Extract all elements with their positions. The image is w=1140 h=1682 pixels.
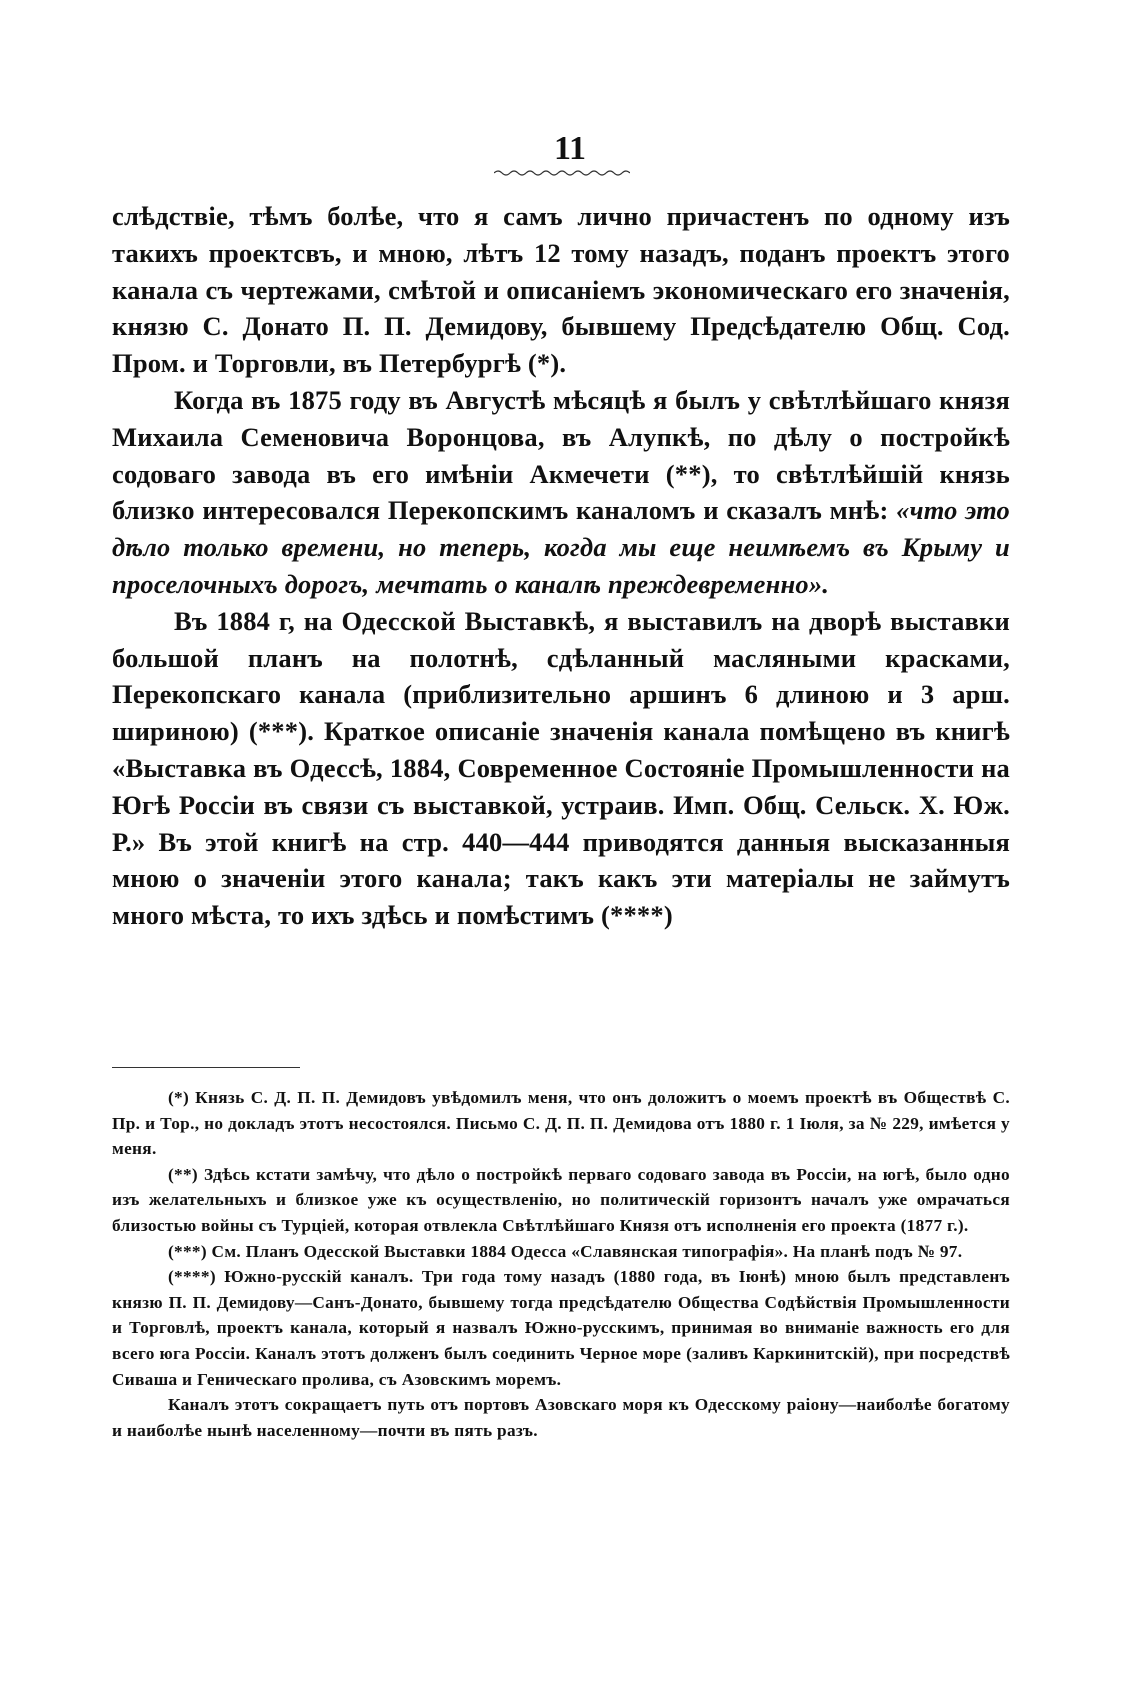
footnote-4: (****) Южно-русскій каналъ. Три года тому назадъ (1880 года, въ Іюнѣ) мною былъ представленъ князю П. П. Демидову—Санъ-Донато, бывшему тогда предсѣдателю Общества Содѣйствія Промышленности и Торговлѣ, проектъ канала, который я назвалъ Южно-русскимъ, принимая во вниманіе важность его для всего юга Россіи. Каналъ этотъ долженъ былъ соединить Черное море (заливъ Каркинитскій), при посредствѣ Сиваша и Геническаго пролива, съ Азовскимъ моремъ. <box>112 1267 1010 1389</box>
footnote-5: Каналъ этотъ сокращаетъ путь отъ портовъ Азовскаго моря къ Одесскому раіону—наиболѣе богатому и наиболѣе нынѣ населенному—почти въ пять разъ. <box>112 1395 1010 1440</box>
footnote-1: (*) Князь С. Д. П. П. Демидовъ увѣдомилъ меня, что онъ доложитъ о моемъ проектѣ въ Обществѣ С. Пр. и Тор., но докладъ этотъ несостоялся. Письмо С. Д. П. П. Демидова отъ 1880 г. 1 Іюля, за № 229, имѣется у меня. <box>112 1088 1010 1159</box>
paragraph-2 <box>112 382 1010 603</box>
page-number: 11 <box>553 130 587 167</box>
paragraph-3: Въ 1884 г, на Одесской Выставкѣ, я выставилъ на дворѣ выставки большой планъ на полотнѣ, сдѣланный масляными красками, Перекопскаго канала (приблизительно аршинъ 6 длиною и 3 арш. шириною) (***). Краткое описаніе значенія канала помѣщено въ книгѣ «Выставка въ Одессѣ, 1884, Современное Состояніе Промышленности на Югѣ Россіи въ связи съ выставкой, устраив. Имп. Общ. Сельск. Х. Юж. Р.» Въ этой книгѣ на стр. 440—444 приводятся данныя высказанныя мною о значеніи этого канала; такъ какъ эти матеріалы не займутъ много мѣста, то ихъ здѣсь и помѣстимъ (****) <box>112 605 1010 931</box>
footnotes <box>112 1085 1010 1443</box>
main-text <box>112 198 1010 934</box>
footnote-2: (**) Здѣсь кстати замѣчу, что дѣло о постройкѣ перваго содоваго завода въ Россіи, на югѣ, было одно изъ желательныхъ и близкое уже къ осуществленію, но политическій горизонтъ началъ уже омрачаться близостью войны съ Турціей, которая отвлекла Свѣтлѣйшаго Князя отъ исполненія его проекта (1877 г.). <box>112 1164 1010 1235</box>
paragraph-2-text: Когда въ 1875 году въ Августѣ мѣсяцѣ я былъ у свѣтлѣйшаго князя Михаила Семеновича Воронцова, въ Алупкѣ, по дѣлу о постройкѣ содоваго завода въ его имѣніи Акмечети (**), то свѣтлѣйшій князь близко интересовался Перекопскимъ каналомъ и сказалъ мнѣ: <box>112 384 1010 526</box>
wavy-ornament <box>494 168 630 178</box>
paragraph-2-quote: «что это дѣло только времени, но теперь, когда мы еще неимѣемъ въ Крыму и проселочныхъ дорогъ, мечтать о каналѣ преждевременно». <box>112 495 1011 599</box>
paragraph-1: слѣдствіе, тѣмъ болѣе, что я самъ лично причастенъ по одному изъ такихъ проектсвъ, и мною, лѣтъ 12 тому назадъ, поданъ проектъ этого канала съ чертежами, смѣтой и описаніемъ экономическаго его значенія, князю С. Донато П. П. Демидову, бывшему Предсѣдателю Общ. Сод. Пром. и Торговли, въ Петербургѣ (*). <box>112 201 1010 379</box>
footnote-3: (***) См. Планъ Одесской Выставки 1884 Одесса «Славянская типографія». На планѣ подъ № 97. <box>168 1241 963 1261</box>
footnote-divider <box>112 1067 300 1068</box>
